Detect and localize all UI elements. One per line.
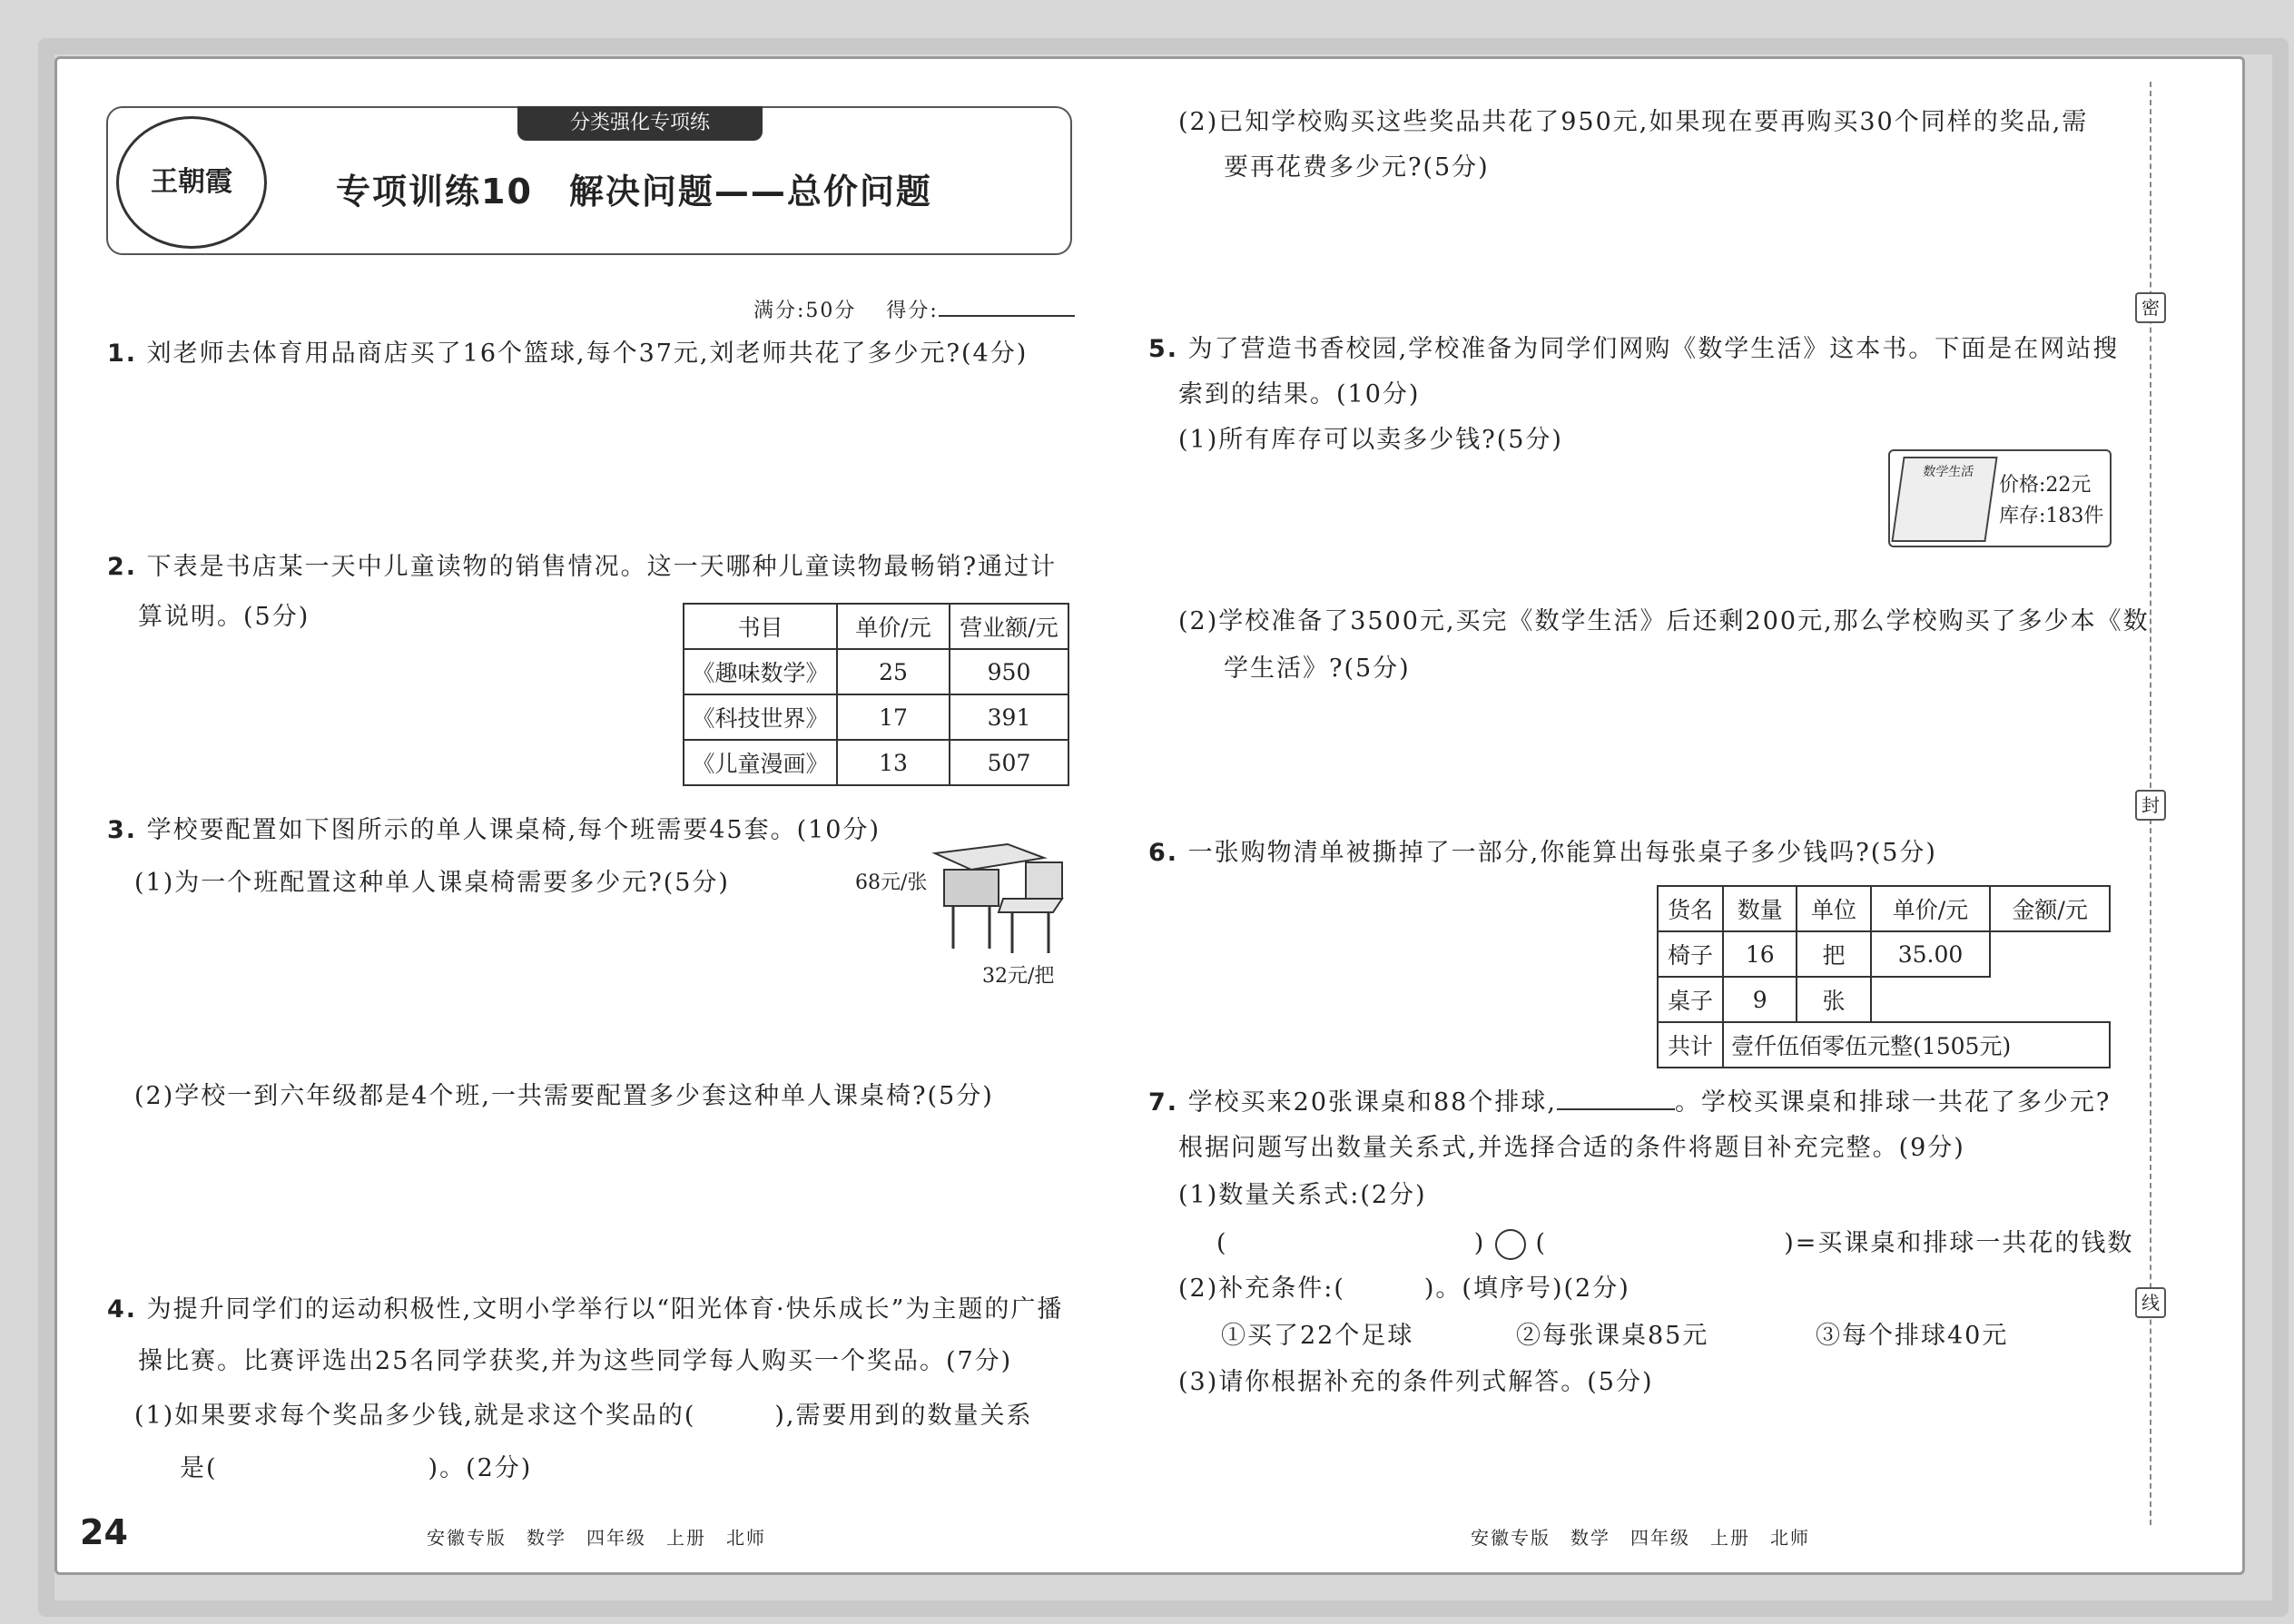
question-text: 为了营造书香校园,学校准备为同学们网购《数学生活》这本书。下面是在网站搜 <box>1187 335 2120 363</box>
question-number: 5. <box>1148 335 1179 363</box>
question-2-cont: 算说明。(5分) <box>138 603 310 631</box>
desk-chair-illustration <box>926 835 1071 962</box>
question-5-sub1: (1)所有库存可以卖多少钱?(5分) <box>1178 426 1563 454</box>
table-cell: 391 <box>950 694 1068 740</box>
question-number: 4. <box>107 1295 138 1324</box>
question-number: 6. <box>1148 839 1179 867</box>
table-cell: 共计 <box>1658 1022 1723 1068</box>
side-label: 封 <box>2135 790 2166 821</box>
table-header: 货名 <box>1658 886 1723 931</box>
question-4-sub2: (2)已知学校购买这些奖品共花了950元,如果现在要再购买30个同样的奖品,需 <box>1178 108 2089 136</box>
score-blank[interactable] <box>939 315 1075 317</box>
table-cell: 13 <box>837 740 950 785</box>
question-4-sub2-cont: 要再花费多少元?(5分) <box>1224 153 1490 182</box>
question-text: 学校买来20张课桌和88个排球, <box>1187 1088 1557 1117</box>
question-number: 1. <box>107 340 138 368</box>
desk-price: 68元/张 <box>855 871 928 894</box>
question-3-sub2: (2)学校一到六年级都是4个班,一共需要配置多少套这种单人课桌椅?(5分) <box>134 1082 994 1110</box>
question-2 <box>107 545 1057 590</box>
table-row <box>684 649 1068 694</box>
table-cell: 把 <box>1797 931 1870 977</box>
total-cell: 壹仟伍佰零伍元整(1505元) <box>1723 1022 2110 1068</box>
question-number: 2. <box>107 553 138 581</box>
question-5 <box>1148 327 2119 372</box>
table-row <box>1658 1022 2110 1068</box>
question-number: 3. <box>107 816 138 844</box>
table-row <box>1658 977 2110 1022</box>
sales-table <box>683 603 1069 786</box>
table-header-row <box>684 604 1068 649</box>
question-7-cont: 根据问题写出数量关系式,并选择合适的条件将题目补充完整。(9分) <box>1178 1134 1965 1162</box>
table-cell: 16 <box>1723 931 1797 977</box>
brand-logo: 王朝霞 <box>116 116 267 249</box>
table-header: 营业额/元 <box>950 604 1068 649</box>
table-cell: 《儿童漫画》 <box>684 740 837 785</box>
question-6 <box>1148 831 1937 876</box>
question-5-sub2: (2)学校准备了3500元,买完《数学生活》后还剩200元,那么学校购买了多少本《数 <box>1178 607 2150 635</box>
table-cell: 507 <box>950 740 1068 785</box>
question-7-sub2: (2)补充条件:( )。(填序号)(2分) <box>1178 1275 1630 1303</box>
question-5-sub2-cont: 学生活》?(5分) <box>1224 655 1411 683</box>
question-text: 学校要配置如下图所示的单人课桌椅,每个班需要45套。(10分) <box>146 816 881 844</box>
score-label: 得分: <box>886 300 939 322</box>
table-cell: 桌子 <box>1658 977 1723 1022</box>
operator-circle[interactable] <box>1495 1229 1526 1260</box>
table-row <box>684 694 1068 740</box>
footer-left: 安徽专版 数学 四年级 上册 北师 <box>427 1527 766 1549</box>
question-4-cont: 操比赛。比赛评选出25名同学获奖,并为这些同学每人购买一个奖品。(7分) <box>138 1347 1013 1375</box>
side-label: 密 <box>2135 292 2166 323</box>
question-7-sub3: (3)请你根据补充的条件列式解答。(5分) <box>1178 1368 1654 1396</box>
formula-tail: )=买课桌和排球一共花的钱数 <box>1784 1229 2134 1257</box>
question-text: 为提升同学们的运动积极性,文明小学举行以“阳光体育·快乐成长”为主题的广播 <box>146 1295 1064 1324</box>
table-cell: 椅子 <box>1658 931 1723 977</box>
option-2: ②每张课桌85元 <box>1516 1322 1709 1350</box>
shopping-list-table <box>1657 885 2111 1068</box>
question-5-cont: 索到的结果。(10分) <box>1178 380 1421 408</box>
side-label: 线 <box>2135 1287 2166 1318</box>
torn-cell <box>1990 977 2110 1022</box>
table-cell: 《科技世界》 <box>684 694 837 740</box>
question-text: 一张购物清单被撕掉了一部分,你能算出每张桌子多少钱吗?(5分) <box>1187 839 1937 867</box>
question-4-sub1: (1)如果要求每个奖品多少钱,就是求这个奖品的( ),需要用到的数量关系 <box>134 1402 1033 1430</box>
table-cell: 950 <box>950 649 1068 694</box>
option-3: ③每个排球40元 <box>1816 1322 2009 1350</box>
table-cell: 《趣味数学》 <box>684 649 837 694</box>
book-card <box>1888 449 2112 547</box>
question-text: 刘老师去体育用品商店买了16个篮球,每个37元,刘老师共花了多少元?(4分) <box>146 340 1029 368</box>
torn-cell <box>1871 977 1991 1022</box>
section-tag: 分类强化专项练 <box>517 106 763 141</box>
footer-right: 安徽专版 数学 四年级 上册 北师 <box>1471 1527 1810 1549</box>
chair-price: 32元/把 <box>982 965 1055 988</box>
question-3-sub1: (1)为一个班配置这种单人课桌椅需要多少元?(5分) <box>134 869 730 897</box>
book-price: 价格:22元 <box>1999 474 2092 497</box>
table-header: 书目 <box>684 604 837 649</box>
option-1: ①买了22个足球 <box>1221 1322 1414 1350</box>
formula-line <box>1216 1221 2133 1266</box>
torn-cell <box>1990 931 2110 977</box>
table-header: 数量 <box>1723 886 1797 931</box>
table-row <box>684 740 1068 785</box>
table-header-row <box>1658 886 2110 931</box>
paren-close: ) <box>1473 1229 1486 1257</box>
table-cell: 9 <box>1723 977 1797 1022</box>
table-row <box>1658 931 2110 977</box>
paren-open: ( <box>1216 1229 1228 1257</box>
score-line <box>753 289 1075 334</box>
question-3 <box>107 808 881 853</box>
question-7 <box>1148 1080 2111 1126</box>
question-7-sub1: (1)数量关系式:(2分) <box>1178 1181 1427 1209</box>
table-header: 金额/元 <box>1990 886 2110 931</box>
question-text: 下表是书店某一天中儿童读物的销售情况。这一天哪种儿童读物最畅销?通过计 <box>146 553 1058 581</box>
question-text-2: 。学校买课桌和排球一共花了多少元? <box>1674 1088 2112 1117</box>
question-1 <box>107 331 1028 377</box>
question-number: 7. <box>1148 1088 1179 1117</box>
table-cell: 35.00 <box>1871 931 1991 977</box>
full-score: 满分:50分 <box>753 300 857 322</box>
book-stock: 库存:183件 <box>1999 505 2104 527</box>
table-header: 单位 <box>1797 886 1870 931</box>
table-header: 单价/元 <box>837 604 950 649</box>
table-cell: 25 <box>837 649 950 694</box>
question-4-sub1-cont: 是( )。(2分) <box>180 1454 533 1482</box>
book-cover: 数学生活 <box>1891 457 1997 542</box>
page-title: 专项训练10 解决问题——总价问题 <box>336 172 932 212</box>
paren-open: ( <box>1535 1229 1548 1257</box>
page-number: 24 <box>80 1512 128 1552</box>
answer-blank[interactable] <box>1557 1108 1675 1110</box>
table-header: 单价/元 <box>1871 886 1991 931</box>
question-4 <box>107 1287 1063 1333</box>
table-cell: 17 <box>837 694 950 740</box>
table-cell: 张 <box>1797 977 1870 1022</box>
